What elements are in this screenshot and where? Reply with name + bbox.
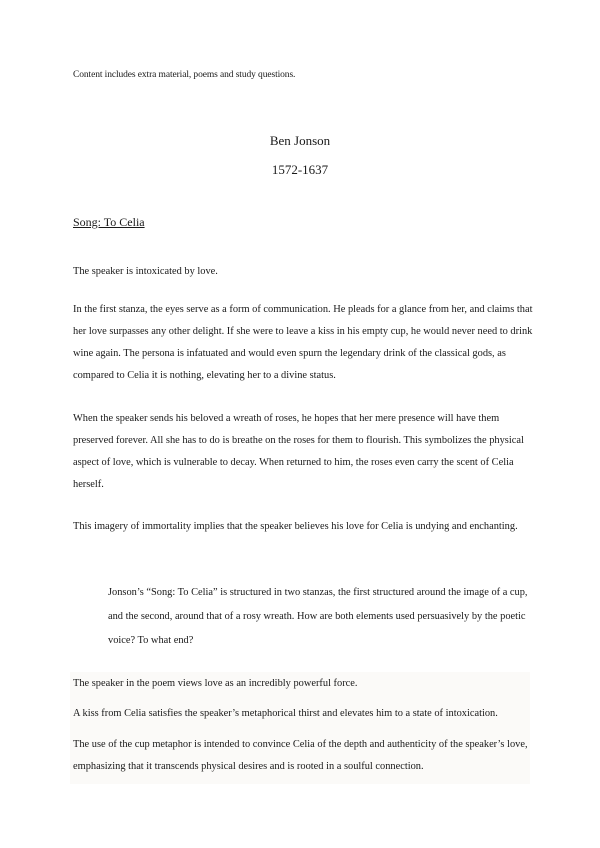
answer-cup-metaphor: The use of the cup metaphor is intended to convince Celia of the depth and authenticity of the speaker’s love, emphasizing that it transcends physical desires and is rooted in a soulful connection. [73, 739, 528, 772]
answer-powerful-force: The speaker in the poem views love as an incredibly powerful force. [73, 678, 358, 689]
poem-title: Song: To Celia [73, 215, 145, 229]
paragraph-intoxicated: The speaker is intoxicated by love. [73, 266, 218, 277]
answer-kiss-thirst: A kiss from Celia satisfies the speaker’s metaphorical thirst and elevates him to a state of intoxication. [73, 708, 498, 719]
author-dates: 1572-1637 [271, 162, 329, 177]
paragraph-first-stanza: In the first stanza, the eyes serve as a form of communication. He pleads for a glance from her, and claims that her love surpasses any other delight. If she were to leave a kiss in his empty cup, he would never need to drink wine again. The persona is infatuated and would even spurn the legendary drink of the classical gods, as compared to Celia it is nothing, elevating her to a divine status. [73, 304, 533, 381]
paragraph-wreath-of-roses: When the speaker sends his beloved a wreath of roses, he hopes that her mere presence will have them preserved forever. All she has to do is breathe on the roses for them to flourish. This symbolizes the physical aspect of love, which is vulnerable to decay. When returned to him, the roses even carry the scent of Celia herself. [73, 413, 524, 490]
study-question: Jonson’s “Song: To Celia” is structured in two stanzas, the first structured around the image of a cup, and the second, around that of a rosy wreath. How are both elements used persuasively by the poetic voice? To what end? [108, 587, 528, 646]
content-note: Content includes extra material, poems and study questions. [73, 70, 296, 80]
paragraph-immortality: This imagery of immortality implies that the speaker believes his love for Celia is undying and enchanting. [73, 521, 518, 532]
author-name: Ben Jonson [269, 133, 331, 148]
